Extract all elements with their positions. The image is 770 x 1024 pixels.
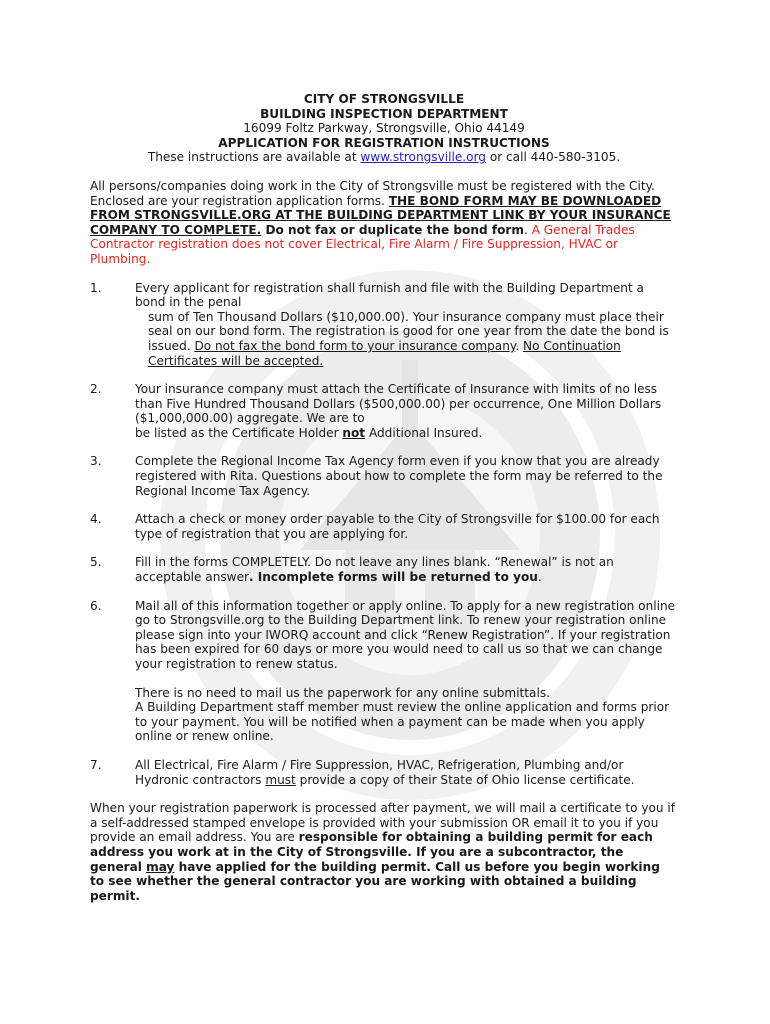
item-7-line	[135, 758, 678, 787]
availability-suffix: or call 440-580-3105.	[485, 150, 621, 165]
list-item-1	[90, 281, 678, 369]
item-1-continuation	[135, 310, 678, 368]
item-number: 1.	[90, 280, 102, 295]
availability-line	[90, 150, 678, 165]
no-continuation-warning: No Continuation Certificates will be accepted.	[148, 338, 621, 368]
general-trades-note: A General Trades Contractor registration does not cover Electrical, Fire Alarm / Fire Suppression, HVAC or Plumbing.	[90, 222, 635, 266]
department-name: BUILDING INSPECTION DEPARTMENT	[260, 106, 508, 121]
permit-check-advice: have applied for the building permit. Call us before you begin working to see whether the general contractor you are working with obtained a building permit.	[90, 859, 660, 903]
item-6-text-a: Mail all of this information together or apply online. To apply for a new registration online go to Strongsville.org to the Building Department link. To renew your registration online please sign into your IWORQ account and click “Renew Registration”. If your registration has been expired for 60 days or more you would need to call us so that we can change your registration to renew status.	[135, 598, 676, 671]
list-item-3	[90, 454, 678, 498]
closing-text: When your registration paperwork is processed after payment, we will mail a certificate to you if a self-addressed stamped envelope is provided with your submission OR email it to you if you provide an email address. You are	[90, 801, 676, 845]
closing-paragraph	[90, 801, 678, 903]
item-2-line-b	[135, 426, 678, 441]
list-item-7	[90, 758, 678, 787]
item-5-text: Fill in the forms COMPLETELY. Do not leave any lines blank. “Renewal” is not an acceptable answer	[135, 555, 614, 585]
item-7-text-a: All Electrical, Fire Alarm / Fire Suppression, HVAC, Refrigeration, Plumbing and/or Hydronic contractors	[135, 757, 624, 787]
not-emphasis: not	[342, 425, 366, 440]
no-fax-notice: Do not fax or duplicate the bond form	[261, 222, 524, 237]
must-emphasis: must	[265, 772, 296, 787]
item-2-text-a: Your insurance company must attach the Certificate of Insurance with limits of no less than Five Hundred Thousand Dollars ($500,000.00) per occurrence, One Million Dollars ($1,000,000.00) aggregate. We are to	[135, 382, 662, 426]
intro-paragraph	[90, 179, 678, 267]
item-5-period: .	[537, 570, 542, 585]
list-item-2	[90, 382, 678, 440]
item-1-text-a: Every applicant for registration shall furnish and file with the Building Department a bond in the penal	[135, 280, 644, 310]
item-5-line	[135, 555, 678, 584]
list-item-4	[90, 512, 678, 541]
permit-responsibility: responsible for obtaining a building permit for each address you work at in the City of Strongsville. If you are a subcontractor, the general	[90, 830, 653, 874]
city-name: CITY OF STRONGSVILLE	[303, 92, 465, 106]
item-1-text-b: sum of Ten Thousand Dollars ($10,000.00). Your insurance company must place their seal on our bond form. The registration is good for one year from the date the bond is issued.	[148, 309, 669, 353]
item-number: 6.	[90, 598, 102, 613]
item-1-period: .	[515, 338, 524, 353]
item-number: 5.	[90, 555, 102, 570]
item-3-text: Complete the Regional Income Tax Agency form even if you know that you are already registered with Rita. Questions about how to complete the form may be referred to the Regional Income Tax Agency.	[135, 454, 663, 498]
item-2-text-d: Additional Insured.	[365, 425, 483, 440]
item-6-text-b: There is no need to mail us the paperwork for any online submittals.	[135, 685, 550, 700]
incomplete-forms-warning: . Incomplete forms will be returned to you	[248, 570, 538, 585]
department-address: 16099 Foltz Parkway, Strongsville, Ohio 44149	[243, 121, 525, 136]
item-6-text-c: A Building Department staff member must review the online application and forms prior to your payment. You will be notified when a payment can be made when you apply online or renew online.	[135, 700, 670, 744]
may-emphasis: may	[146, 859, 175, 874]
list-item-5	[90, 555, 678, 584]
item-4-text: Attach a check or money order payable to the City of Strongsville for $100.00 for each type of registration that you are applying for.	[135, 512, 660, 541]
availability-prefix: These instructions are available at	[147, 150, 361, 165]
no-fax-bond-warning: Do not fax the bond form to your insurance company	[194, 338, 516, 353]
intro-period: .	[523, 222, 532, 237]
item-number: 2.	[90, 382, 102, 397]
item-number: 7.	[90, 757, 102, 772]
item-number: 4.	[90, 512, 102, 527]
item-2-text-b: be listed as the Certificate Holder	[135, 425, 343, 440]
list-item-6	[90, 599, 678, 744]
intro-text: All persons/companies doing work in the City of Strongsville must be registered with the City. Enclosed are your registration application forms.	[90, 178, 655, 208]
item-1-first-line	[90, 281, 678, 310]
item-7-text-c: provide a copy of their State of Ohio license certificate.	[295, 772, 635, 787]
item-number: 3.	[90, 454, 102, 469]
document-title: APPLICATION FOR REGISTRATION INSTRUCTIONS	[218, 135, 550, 150]
bond-download-notice: THE BOND FORM MAY BE DOWNLOADED FROM STRONGSVILLE.ORG AT THE BUILDING DEPARTMENT LINK BY YOUR INSURANCE COMPANY TO COMPLETE.	[90, 193, 671, 237]
document-body	[90, 92, 678, 903]
website-link[interactable]: www.strongsville.org	[360, 150, 486, 165]
